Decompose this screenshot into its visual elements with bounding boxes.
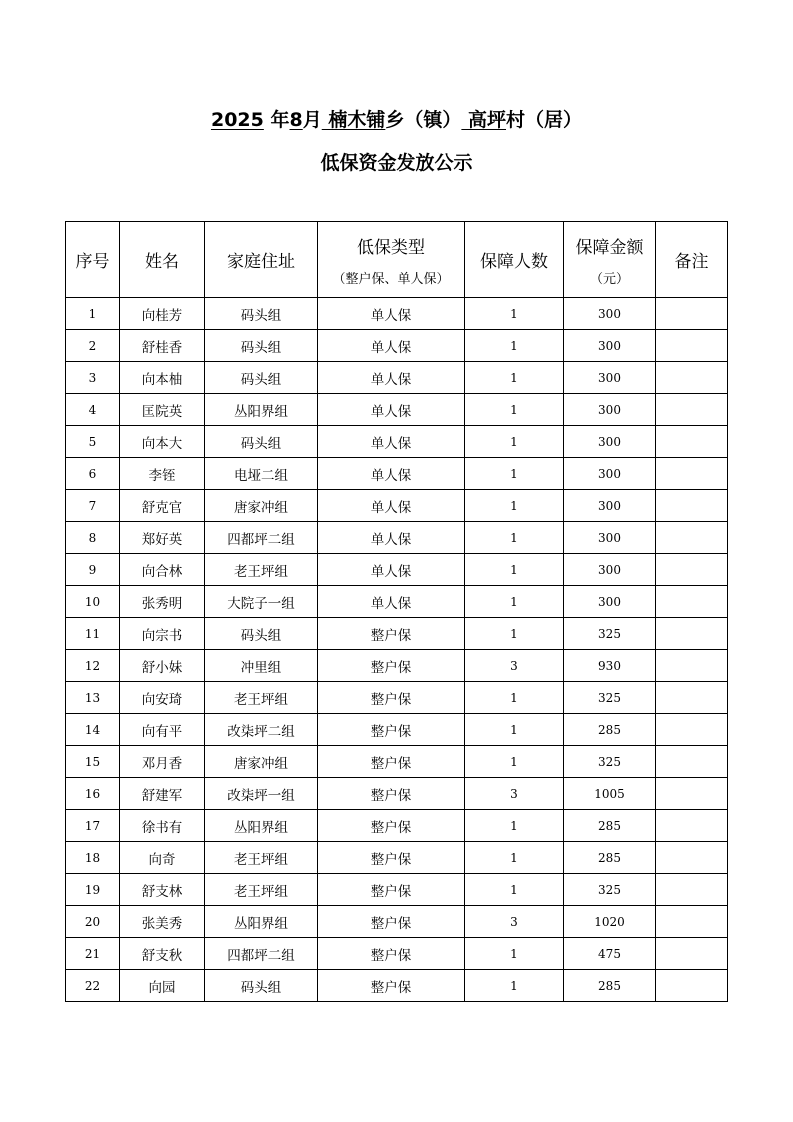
cell-index: 1 (66, 298, 120, 330)
cell-remark (656, 394, 728, 426)
cell-type: 整户保 (318, 906, 465, 938)
cell-name: 向安琦 (120, 682, 205, 714)
cell-address: 码头组 (205, 362, 318, 394)
cell-people: 1 (465, 874, 564, 906)
col-header-amount (564, 222, 656, 298)
cell-type: 整户保 (318, 970, 465, 1002)
cell-address: 老王坪组 (205, 682, 318, 714)
col-header-type (318, 222, 465, 298)
cell-name: 郑好英 (120, 522, 205, 554)
cell-address: 丛阳界组 (205, 906, 318, 938)
cell-index: 3 (66, 362, 120, 394)
cell-people: 1 (465, 682, 564, 714)
cell-address: 码头组 (205, 330, 318, 362)
cell-address: 改柒坪二组 (205, 714, 318, 746)
title-township: 楠木铺 (321, 109, 386, 131)
cell-remark (656, 458, 728, 490)
cell-type: 整户保 (318, 746, 465, 778)
title-month: 8 (289, 109, 303, 131)
page-subtitle: 低保资金发放公示 (320, 152, 473, 174)
cell-type: 整户保 (318, 682, 465, 714)
cell-people: 1 (465, 522, 564, 554)
cell-index: 6 (66, 458, 120, 490)
cell-people: 1 (465, 426, 564, 458)
cell-remark (656, 618, 728, 650)
cell-type: 单人保 (318, 362, 465, 394)
table-row (66, 746, 728, 778)
table-row (66, 426, 728, 458)
cell-people: 1 (465, 394, 564, 426)
cell-address: 码头组 (205, 426, 318, 458)
cell-people: 1 (465, 362, 564, 394)
cell-index: 12 (66, 650, 120, 682)
table-row (66, 586, 728, 618)
cell-type: 单人保 (318, 586, 465, 618)
cell-people: 3 (465, 650, 564, 682)
cell-amount: 285 (564, 970, 656, 1002)
cell-amount: 1020 (564, 906, 656, 938)
cell-address: 唐家冲组 (205, 746, 318, 778)
title-month-suffix: 月 (302, 109, 322, 131)
table-row (66, 970, 728, 1002)
cell-name: 舒克官 (120, 490, 205, 522)
cell-name: 向奇 (120, 842, 205, 874)
table-row (66, 714, 728, 746)
cell-address: 大院子一组 (205, 586, 318, 618)
table-row (66, 778, 728, 810)
cell-amount: 325 (564, 682, 656, 714)
cell-people: 1 (465, 842, 564, 874)
cell-index: 4 (66, 394, 120, 426)
title-year-suffix: 年 (263, 109, 290, 131)
cell-remark (656, 650, 728, 682)
cell-remark (656, 714, 728, 746)
cell-name: 匡院英 (120, 394, 205, 426)
cell-type: 整户保 (318, 618, 465, 650)
table-row (66, 618, 728, 650)
cell-name: 舒建军 (120, 778, 205, 810)
cell-people: 1 (465, 298, 564, 330)
cell-people: 1 (465, 714, 564, 746)
title-township-suffix: 乡（镇） (385, 109, 462, 131)
cell-people: 1 (465, 458, 564, 490)
table-row (66, 394, 728, 426)
title-village-suffix: 村（居） (506, 109, 583, 131)
table-row (66, 650, 728, 682)
cell-remark (656, 746, 728, 778)
cell-name: 李铚 (120, 458, 205, 490)
table-row (66, 554, 728, 586)
cell-remark (656, 842, 728, 874)
col-header-type-label: 低保类型 (357, 237, 425, 258)
cell-people: 1 (465, 586, 564, 618)
table-row (66, 810, 728, 842)
cell-people: 3 (465, 906, 564, 938)
cell-address: 老王坪组 (205, 554, 318, 586)
cell-amount: 300 (564, 490, 656, 522)
cell-type: 单人保 (318, 522, 465, 554)
col-header-people: 保障人数 (465, 222, 564, 298)
cell-index: 14 (66, 714, 120, 746)
table-row (66, 298, 728, 330)
cell-type: 整户保 (318, 650, 465, 682)
cell-remark (656, 810, 728, 842)
cell-address: 码头组 (205, 618, 318, 650)
cell-amount: 285 (564, 714, 656, 746)
cell-people: 1 (465, 938, 564, 970)
cell-people: 1 (465, 810, 564, 842)
cell-type: 整户保 (318, 810, 465, 842)
cell-people: 1 (465, 618, 564, 650)
cell-amount: 300 (564, 298, 656, 330)
cell-remark (656, 682, 728, 714)
cell-name: 向本大 (120, 426, 205, 458)
cell-address: 码头组 (205, 970, 318, 1002)
cell-people: 1 (465, 970, 564, 1002)
cell-remark (656, 362, 728, 394)
cell-people: 1 (465, 490, 564, 522)
cell-name: 张美秀 (120, 906, 205, 938)
cell-type: 单人保 (318, 458, 465, 490)
cell-name: 徐书有 (120, 810, 205, 842)
cell-name: 舒支林 (120, 874, 205, 906)
cell-index: 7 (66, 490, 120, 522)
cell-name: 向本柚 (120, 362, 205, 394)
cell-amount: 300 (564, 522, 656, 554)
cell-index: 8 (66, 522, 120, 554)
cell-remark (656, 298, 728, 330)
table-row (66, 458, 728, 490)
cell-type: 整户保 (318, 778, 465, 810)
cell-remark (656, 874, 728, 906)
cell-amount: 300 (564, 554, 656, 586)
cell-type: 单人保 (318, 330, 465, 362)
cell-people: 3 (465, 778, 564, 810)
cell-name: 舒支秋 (120, 938, 205, 970)
cell-remark (656, 778, 728, 810)
cell-address: 唐家冲组 (205, 490, 318, 522)
cell-address: 四都坪二组 (205, 522, 318, 554)
cell-amount: 1005 (564, 778, 656, 810)
cell-name: 向桂芳 (120, 298, 205, 330)
cell-index: 22 (66, 970, 120, 1002)
table-header-row (66, 222, 728, 298)
cell-amount: 325 (564, 874, 656, 906)
cell-index: 19 (66, 874, 120, 906)
table-row (66, 490, 728, 522)
table-row (66, 682, 728, 714)
cell-type: 整户保 (318, 714, 465, 746)
cell-address: 电垭二组 (205, 458, 318, 490)
cell-index: 17 (66, 810, 120, 842)
cell-remark (656, 426, 728, 458)
table-row (66, 906, 728, 938)
col-header-amount-label: 保障金额 (575, 237, 644, 258)
cell-index: 10 (66, 586, 120, 618)
cell-amount: 300 (564, 362, 656, 394)
title-village: 高坪 (461, 109, 506, 131)
table-body (66, 298, 728, 1002)
page-title (0, 105, 793, 132)
cell-amount: 325 (564, 618, 656, 650)
table-row (66, 362, 728, 394)
cell-index: 11 (66, 618, 120, 650)
cell-remark (656, 490, 728, 522)
cell-remark (656, 938, 728, 970)
cell-index: 18 (66, 842, 120, 874)
table-row (66, 874, 728, 906)
col-header-type-note: （整户保、单人保） (332, 271, 450, 287)
table-row (66, 330, 728, 362)
cell-name: 舒桂香 (120, 330, 205, 362)
table-row (66, 842, 728, 874)
cell-amount: 300 (564, 586, 656, 618)
col-header-remark: 备注 (656, 222, 728, 298)
cell-remark (656, 554, 728, 586)
cell-people: 1 (465, 554, 564, 586)
cell-name: 邓月香 (120, 746, 205, 778)
cell-type: 整户保 (318, 938, 465, 970)
cell-index: 2 (66, 330, 120, 362)
cell-address: 四都坪二组 (205, 938, 318, 970)
table-row (66, 938, 728, 970)
cell-amount: 930 (564, 650, 656, 682)
cell-type: 单人保 (318, 490, 465, 522)
cell-remark (656, 970, 728, 1002)
cell-index: 16 (66, 778, 120, 810)
cell-index: 15 (66, 746, 120, 778)
cell-index: 20 (66, 906, 120, 938)
title-year: 2025 (210, 109, 264, 131)
col-header-address: 家庭住址 (205, 222, 318, 298)
cell-name: 向合林 (120, 554, 205, 586)
cell-address: 冲里组 (205, 650, 318, 682)
cell-amount: 285 (564, 842, 656, 874)
cell-address: 码头组 (205, 298, 318, 330)
cell-address: 改柒坪一组 (205, 778, 318, 810)
cell-remark (656, 522, 728, 554)
col-header-amount-unit: （元） (589, 271, 629, 287)
col-header-name: 姓名 (120, 222, 205, 298)
cell-index: 5 (66, 426, 120, 458)
cell-remark (656, 906, 728, 938)
cell-index: 9 (66, 554, 120, 586)
cell-type: 单人保 (318, 426, 465, 458)
cell-type: 整户保 (318, 842, 465, 874)
cell-type: 单人保 (318, 298, 465, 330)
cell-people: 1 (465, 746, 564, 778)
subsidy-table (65, 221, 728, 1002)
cell-type: 整户保 (318, 874, 465, 906)
cell-remark (656, 330, 728, 362)
cell-index: 21 (66, 938, 120, 970)
cell-address: 丛阳界组 (205, 810, 318, 842)
cell-name: 张秀明 (120, 586, 205, 618)
cell-amount: 325 (564, 746, 656, 778)
cell-amount: 300 (564, 458, 656, 490)
cell-remark (656, 586, 728, 618)
cell-name: 舒小妹 (120, 650, 205, 682)
cell-index: 13 (66, 682, 120, 714)
cell-people: 1 (465, 330, 564, 362)
cell-amount: 300 (564, 394, 656, 426)
cell-type: 单人保 (318, 394, 465, 426)
cell-amount: 300 (564, 330, 656, 362)
cell-name: 向宗书 (120, 618, 205, 650)
cell-address: 老王坪组 (205, 874, 318, 906)
cell-name: 向有平 (120, 714, 205, 746)
col-header-index: 序号 (66, 222, 120, 298)
cell-amount: 285 (564, 810, 656, 842)
table-row (66, 522, 728, 554)
cell-name: 向园 (120, 970, 205, 1002)
cell-type: 单人保 (318, 554, 465, 586)
cell-amount: 475 (564, 938, 656, 970)
cell-amount: 300 (564, 426, 656, 458)
cell-address: 老王坪组 (205, 842, 318, 874)
cell-address: 丛阳界组 (205, 394, 318, 426)
